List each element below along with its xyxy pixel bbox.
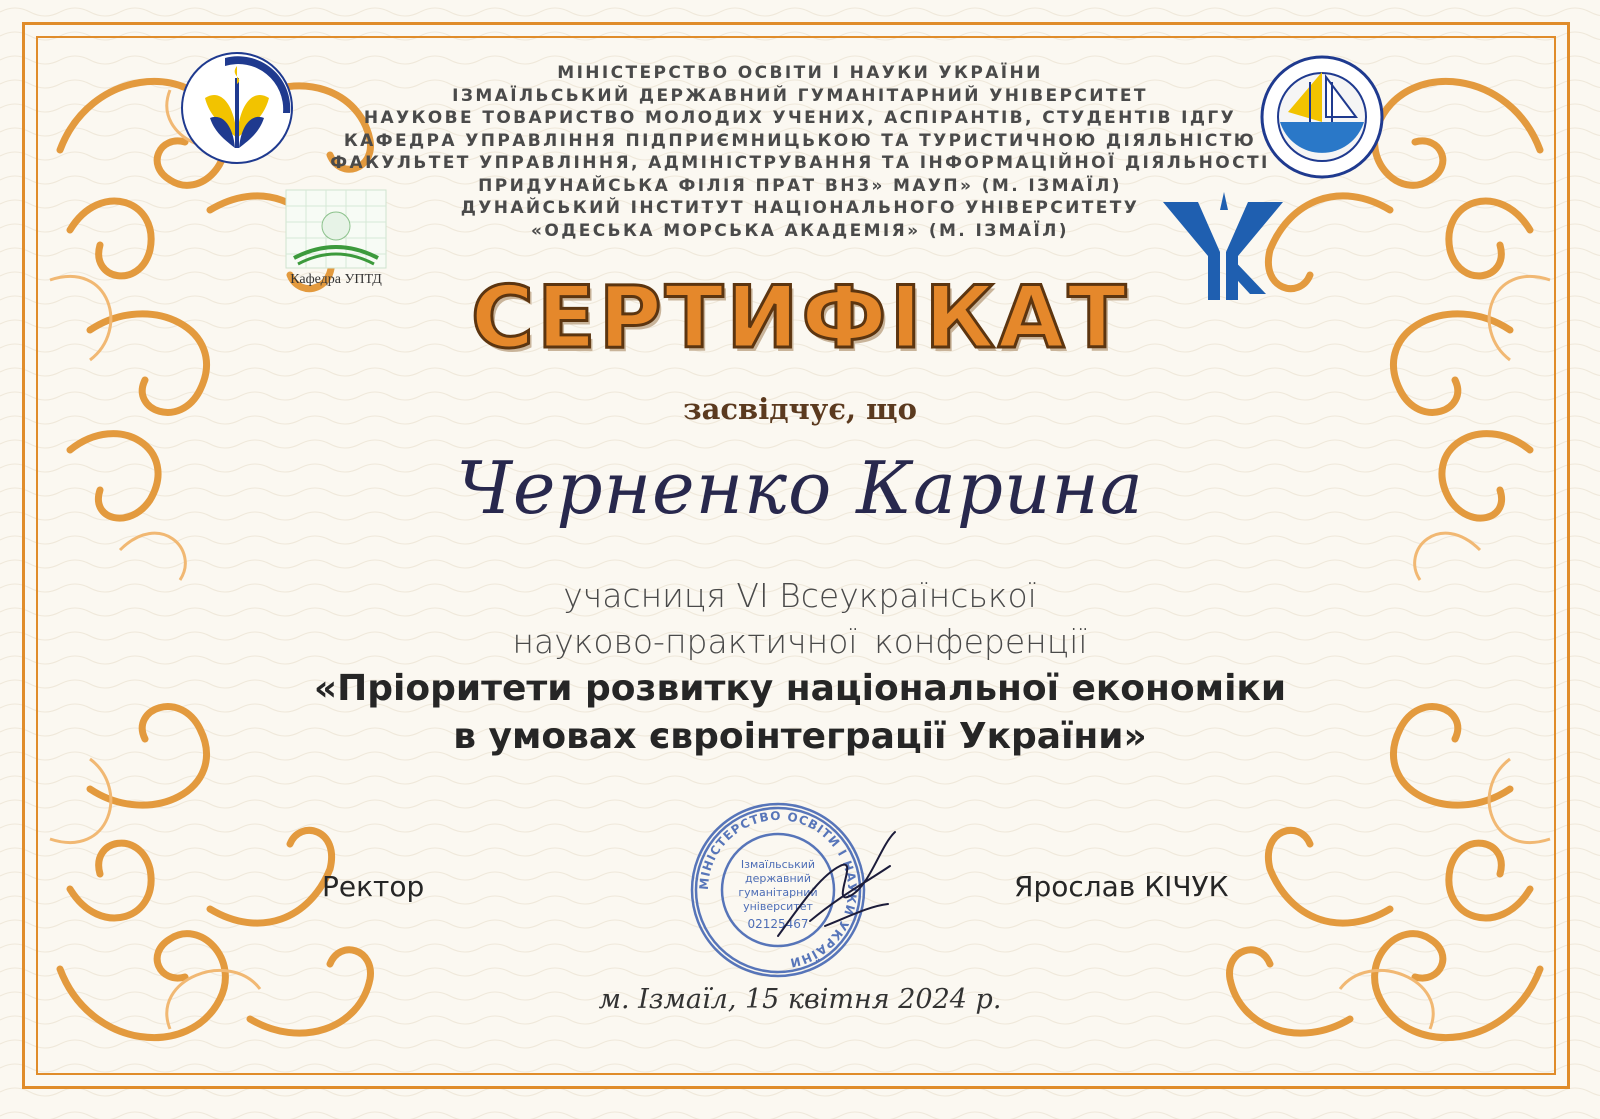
header-line: МІНІСТЕРСТВО ОСВІТИ І НАУКИ УКРАЇНИ <box>557 63 1043 83</box>
conference-topic-line-1: «Пріоритети розвитку національної економіки <box>313 668 1287 709</box>
description-line-1: учасниця VI Всеукраїнської <box>563 576 1037 615</box>
header-line: КАФЕДРА УПРАВЛІННЯ ПІДПРИЄМНИЦЬКОЮ ТА ТУРИСТИЧНОЮ ДІЯЛЬНІСТЮ <box>343 130 1257 151</box>
header-line: «ОДЕСЬКА МОРСЬКА АКАДЕМІЯ» (М. ІЗМАЇЛ) <box>531 220 1069 241</box>
header-line: ІЗМАЇЛЬСЬКИЙ ДЕРЖАВНИЙ ГУМАНІТАРНИЙ УНІВЕРСИТЕТ <box>452 85 1148 106</box>
certificate-subtitle: засвідчує, що <box>683 392 917 426</box>
conference-topic-line-2: в умовах євроінтеграції України» <box>453 716 1147 757</box>
header-line: НАУКОВЕ ТОВАРИСТВО МОЛОДИХ УЧЕНИХ, АСПІРАНТІВ, СТУДЕНТІВ ІДГУ <box>363 108 1237 128</box>
header-line: ДУНАЙСЬКИЙ ІНСТИТУТ НАЦІОНАЛЬНОГО УНІВЕРСИТЕТУ <box>460 198 1140 218</box>
signatory-position: Ректор <box>322 870 425 903</box>
certificate-title: СЕРТИФІКАТ <box>470 268 1130 368</box>
kafedra-uptd-label: Кафедра УПТД <box>290 272 382 287</box>
stamp-inner-line: державний <box>745 872 811 885</box>
date-and-place: м. Ізмаїл, 15 квітня 2024 р. <box>598 984 1002 1015</box>
description-line-2: науково-практичної конференції <box>512 622 1088 661</box>
stamp-outer-text: МІНІСТЕРСТВО ОСВІТИ І НАУКИ УКРАЇНИ <box>696 808 860 971</box>
header-line: ПРИДУНАЙСЬКА ФІЛІЯ ПРАТ ВНЗ» МАУП» (М. ІЗМАЇЛ) <box>478 175 1122 196</box>
header-institutions <box>300 62 1300 242</box>
stamp-inner-line: університет <box>743 900 813 913</box>
rector-signature <box>770 826 910 946</box>
stamp-code: 02125467 <box>747 917 809 931</box>
stamp-inner-line: гуманітарний <box>738 886 818 899</box>
stamp-inner-line: Ізмаїльський <box>740 858 816 871</box>
signatory-name: Ярослав КІЧУК <box>1014 870 1229 903</box>
header-line: ФАКУЛЬТЕТ УПРАВЛІННЯ, АДМІНІСТРУВАННЯ ТА ІНФОРМАЦІЙНОЇ ДІЯЛЬНОСТІ <box>330 153 1270 173</box>
idgu-logo <box>165 48 305 168</box>
recipient-name: Черненко Карина <box>456 446 1144 530</box>
